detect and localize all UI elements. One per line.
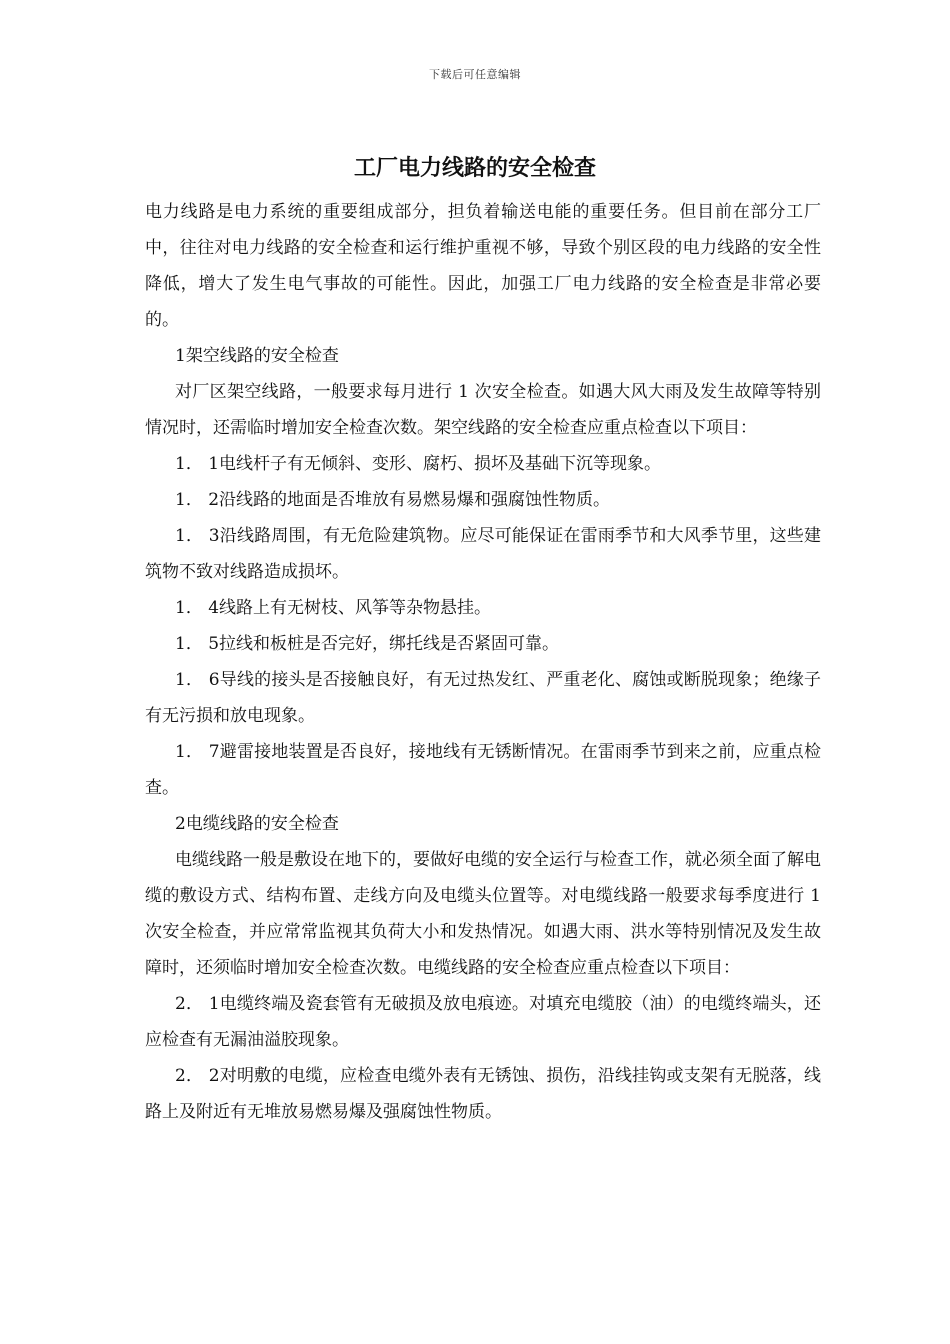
cable-intro-paragraph: 电缆线路一般是敷设在地下的，要做好电缆的安全运行与检查工作，就必须全面了解电缆的敷设方式、结构布置、走线方向及电缆头位置等。对电缆线路一般要求每季度进行 1 次安全检查，并应常常监视其负荷大小和发热情况。如遇大雨、洪水等特别情况及发生故障时，还须临时增加安全检查次数。电缆线路的安全检查应重点检查以下项目： [145, 850, 821, 978]
document-body [145, 194, 821, 1130]
section-heading-cable: 2电缆线路的安全检查 [175, 814, 339, 834]
list-item-2-1: 2． 1电缆终端及瓷套管有无破损及放电痕迹。对填充电缆胶（油）的电缆终端头，还应检查有无漏油溢胶现象。 [145, 994, 821, 1050]
list-item-1-5: 1． 5拉线和板桩是否完好，绑托线是否紧固可靠。 [175, 634, 560, 654]
header-note: 下载后可任意编辑 [429, 68, 521, 81]
list-item-1-6: 1． 6导线的接头是否接触良好，有无过热发红、严重老化、腐蚀或断脱现象；绝缘子有无污损和放电现象。 [145, 670, 821, 726]
document-title: 工厂电力线路的安全检查 [353, 155, 596, 181]
intro-paragraph: 电力线路是电力系统的重要组成部分，担负着输送电能的重要任务。但目前在部分工厂中，往往对电力线路的安全检查和运行维护重视不够，导致个别区段的电力线路的安全性降低，增大了发生电气事故的可能性。因此，加强工厂电力线路的安全检查是非常必要的。 [145, 202, 821, 330]
list-item-1-3: 1． 3沿线路周围，有无危险建筑物。应尽可能保证在雷雨季节和大风季节里，这些建筑物不致对线路造成损坏。 [145, 526, 821, 582]
list-item-1-7: 1． 7避雷接地装置是否良好，接地线有无锈断情况。在雷雨季节到来之前，应重点检查。 [145, 742, 821, 798]
list-item-1-2: 1． 2沿线路的地面是否堆放有易燃易爆和强腐蚀性物质。 [175, 490, 611, 510]
section-heading-overhead: 1架空线路的安全检查 [175, 346, 339, 366]
list-item-1-1: 1． 1电线杆子有无倾斜、变形、腐朽、损坏及基础下沉等现象。 [175, 454, 662, 474]
list-item-1-4: 1． 4线路上有无树枝、风筝等杂物悬挂。 [175, 598, 492, 618]
list-item-2-2: 2． 2对明敷的电缆，应检查电缆外表有无锈蚀、损伤，沿线挂钩或支架有无脱落，线路上及附近有无堆放易燃易爆及强腐蚀性物质。 [145, 1066, 821, 1122]
overhead-intro-paragraph: 对厂区架空线路，一般要求每月进行 1 次安全检查。如遇大风大雨及发生故障等特别情况时，还需临时增加安全检查次数。架空线路的安全检查应重点检查以下项目： [145, 382, 821, 438]
